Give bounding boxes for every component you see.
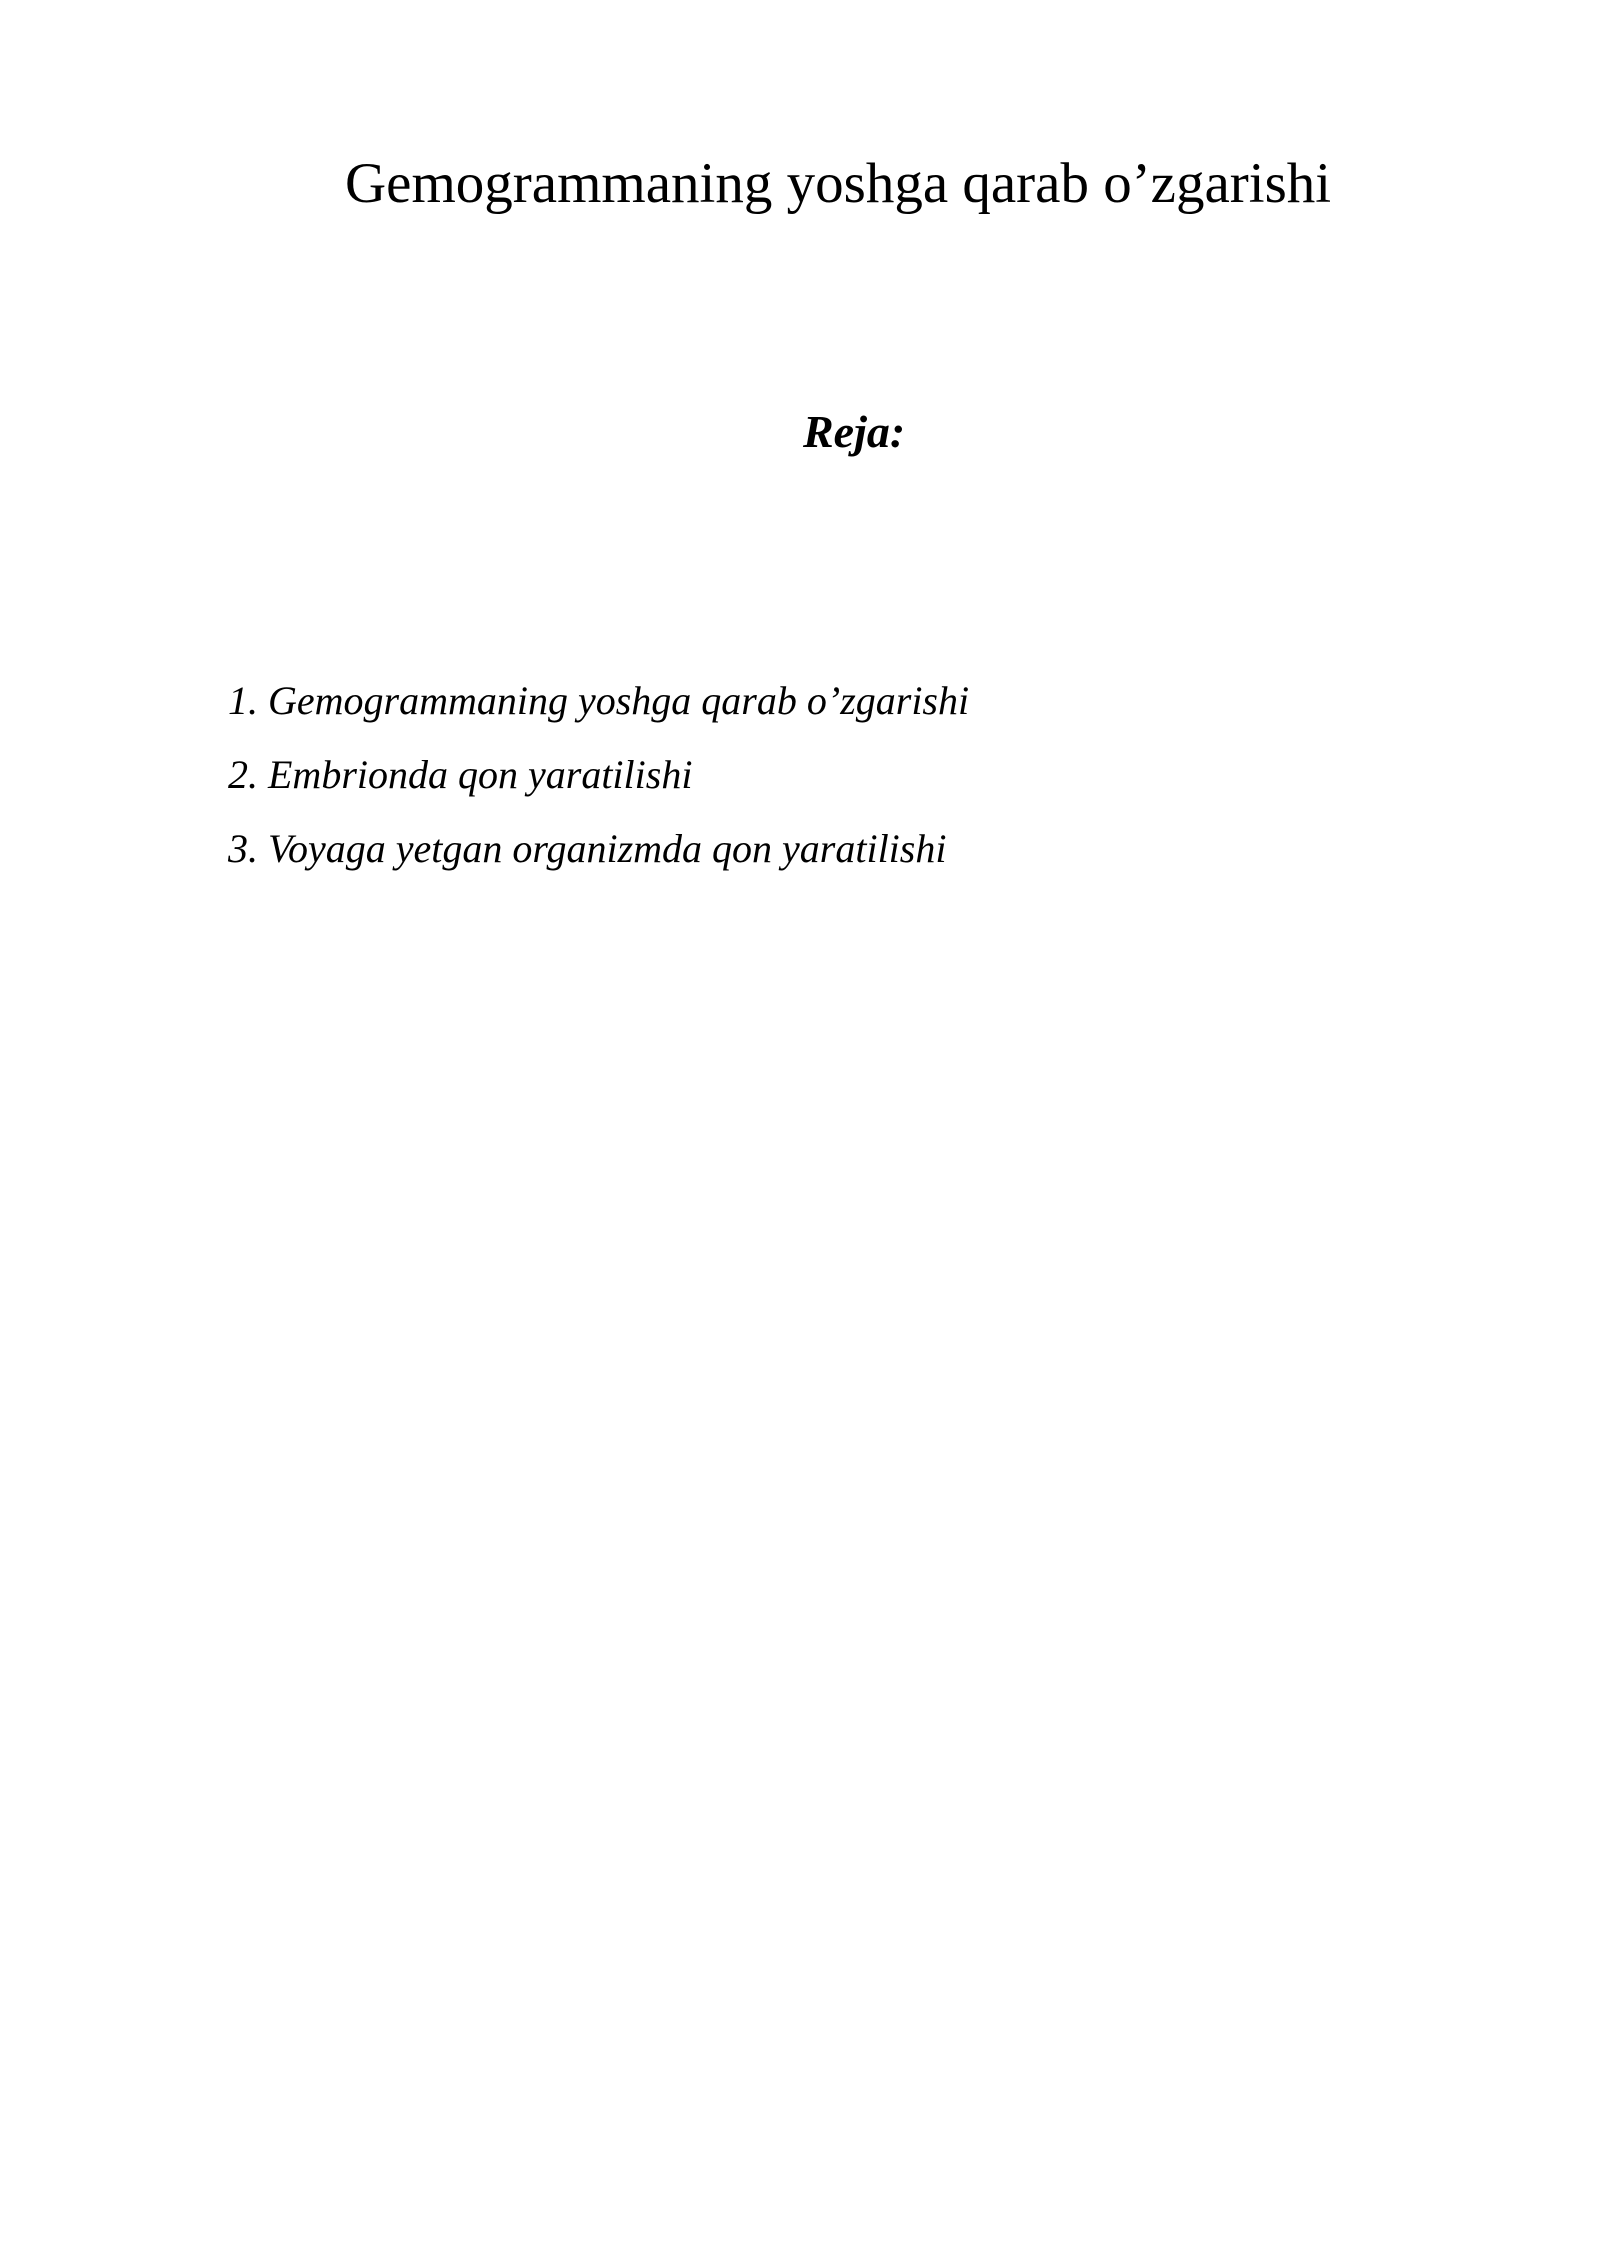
- list-item: [228, 812, 969, 886]
- list-item-number: 3.: [228, 826, 258, 871]
- list-item-text: Embrionda qon yaratilishi: [268, 752, 693, 797]
- plan-heading: Reja:: [803, 406, 906, 457]
- list-item: [228, 738, 969, 812]
- list-item-text: Gemogrammaning yoshga qarab o’zgarishi: [268, 678, 970, 723]
- page-title: Gemogrammaning yoshga qarab o’zgarishi: [345, 152, 1332, 215]
- list-item-text: Voyaga yetgan organizmda qon yaratilishi: [268, 826, 947, 871]
- list-item-number: 2.: [228, 752, 258, 797]
- list-item: [228, 664, 969, 738]
- plan-list: [228, 664, 969, 886]
- list-item-number: 1.: [228, 678, 258, 723]
